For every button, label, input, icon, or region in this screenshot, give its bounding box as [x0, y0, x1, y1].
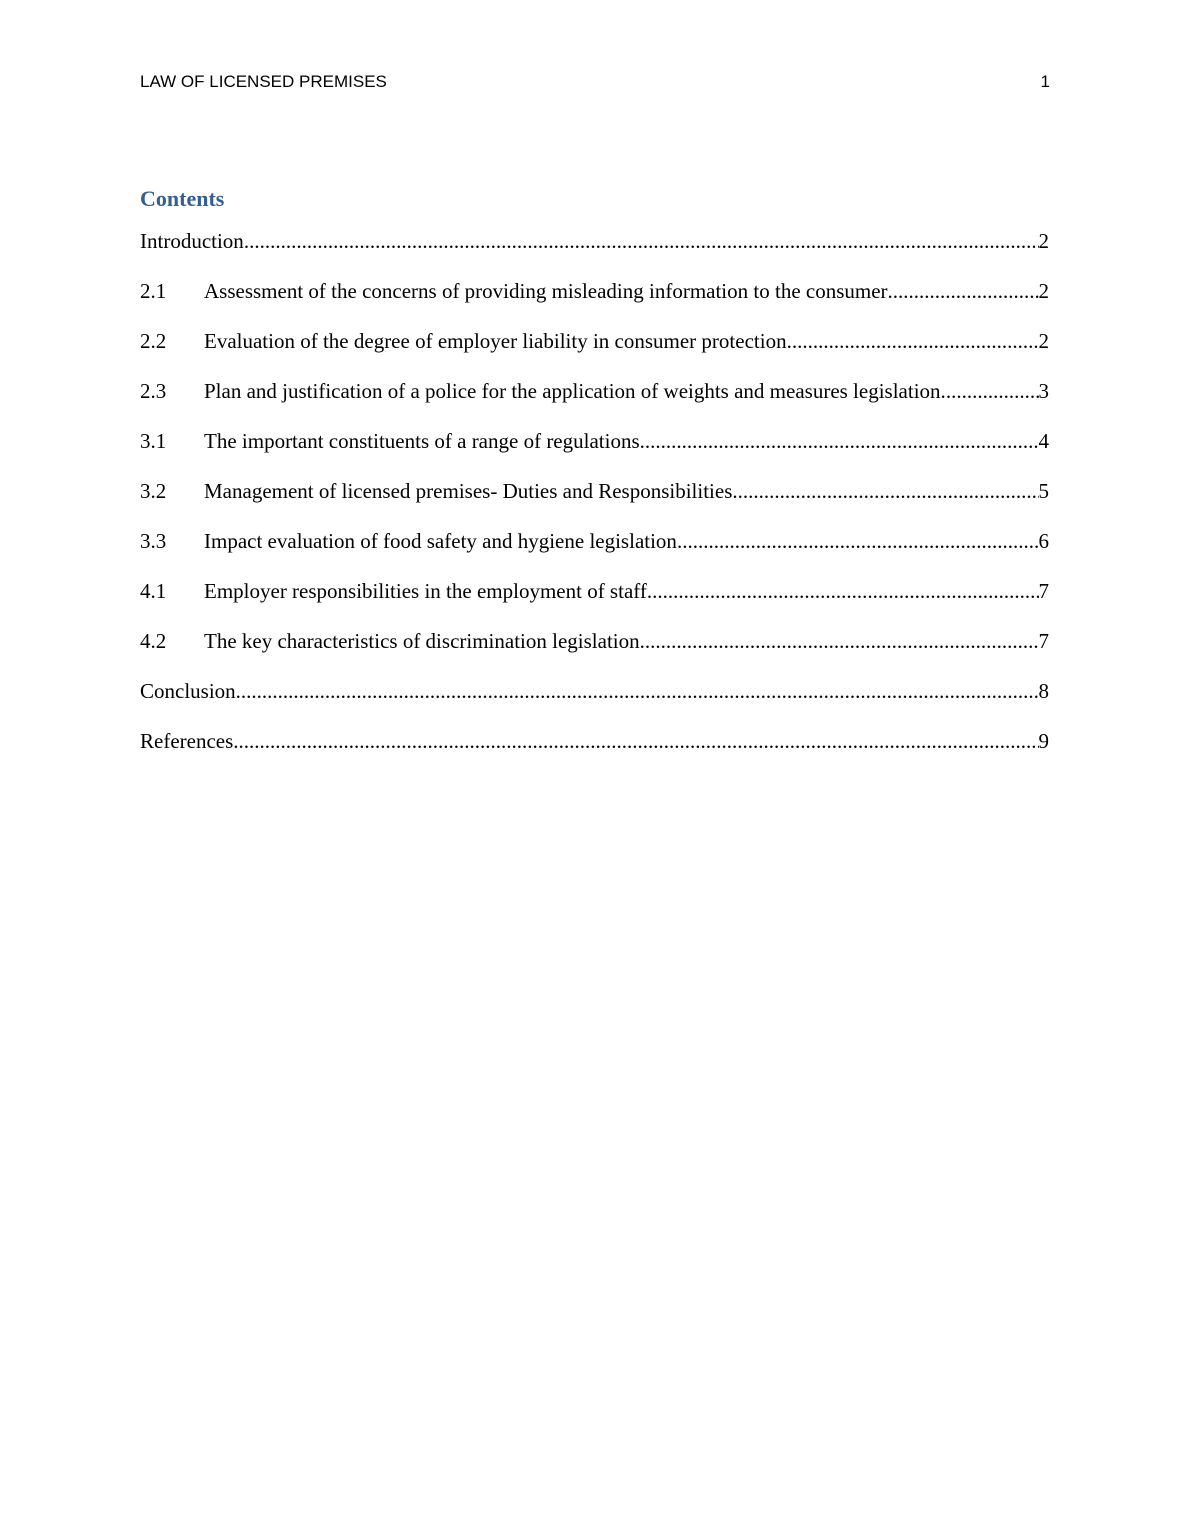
toc-entry-number: 3.2	[140, 479, 167, 503]
toc-dot-leader	[640, 426, 1039, 456]
toc-entry-text: Introduction	[140, 229, 244, 253]
toc-entry-2-1[interactable]	[140, 276, 1049, 326]
toc-entry-page: 7	[1038, 579, 1049, 603]
toc-entry-number: 2.3	[140, 379, 167, 403]
toc-entry-text: Management of licensed premises- Duties and Responsibilities	[204, 479, 733, 503]
toc-entry-3-1[interactable]	[140, 426, 1049, 476]
toc-entry-number: 3.1	[140, 429, 167, 453]
toc-entry-text: Conclusion	[140, 679, 236, 703]
toc-entry-text: The key characteristics of discrimination legislation	[204, 629, 640, 653]
toc-entry-text: The important constituents of a range of regulations	[204, 429, 640, 453]
toc-entry-2-3[interactable]	[140, 376, 1049, 426]
toc-entry-page: 6	[1038, 529, 1049, 553]
toc-entry-number: 4.1	[140, 579, 167, 603]
toc-entry-page: 5	[1038, 479, 1049, 503]
toc-dot-leader	[888, 276, 1039, 306]
toc-dot-leader	[233, 726, 1038, 756]
toc-dot-leader	[640, 626, 1039, 656]
toc-dot-leader	[946, 376, 1039, 406]
toc-entry-conclusion[interactable]	[140, 676, 1049, 726]
toc-dot-leader	[732, 476, 1038, 506]
toc-entry-2-2[interactable]	[140, 326, 1049, 376]
toc-dot-leader	[677, 526, 1039, 556]
toc-entry-number: 2.2	[140, 329, 167, 353]
toc-entry-page: 2	[1038, 229, 1049, 253]
toc-entry-introduction[interactable]	[140, 226, 1049, 276]
toc-heading: Contents	[140, 186, 225, 211]
toc-entry-number: 4.2	[140, 629, 167, 653]
toc-entry-number: 3.3	[140, 529, 167, 553]
toc-dot-leader	[236, 676, 1039, 706]
toc-entry-text: Assessment of the concerns of providing misleading information to the consumer	[204, 279, 888, 303]
toc-dot-leader	[787, 326, 1039, 356]
toc-entry-page: 8	[1038, 679, 1049, 703]
toc-entry-page: 3	[1038, 379, 1049, 403]
toc-entry-3-3[interactable]	[140, 526, 1049, 576]
toc-entry-number: 2.1	[140, 279, 167, 303]
toc-entry-text: Evaluation of the degree of employer liability in consumer protection	[204, 329, 787, 353]
toc-entry-text: References	[140, 729, 234, 753]
toc-entry-page: 7	[1038, 629, 1049, 653]
toc-entry-page: 9	[1038, 729, 1049, 753]
toc-entry-4-1[interactable]	[140, 576, 1049, 626]
toc-dot-leader	[647, 576, 1039, 606]
page-header	[140, 72, 1050, 96]
toc-entry-text: Impact evaluation of food safety and hygiene legislation	[204, 529, 677, 553]
toc-entry-text: Plan and justification of a police for the application of weights and measures legislation.	[204, 379, 946, 403]
toc-entry-4-2[interactable]	[140, 626, 1049, 676]
toc-dot-leader	[244, 226, 1039, 256]
table-of-contents	[140, 226, 1049, 776]
toc-entry-references[interactable]	[140, 726, 1049, 776]
toc-entry-text: Employer responsibilities in the employment of staff	[204, 579, 647, 603]
page-number: 1	[1040, 72, 1050, 91]
toc-entry-page: 2	[1038, 279, 1049, 303]
toc-entry-page: 4	[1038, 429, 1049, 453]
toc-entry-3-2[interactable]	[140, 476, 1049, 526]
toc-entry-page: 2	[1038, 329, 1049, 353]
running-head-title: LAW OF LICENSED PREMISES	[140, 72, 387, 91]
